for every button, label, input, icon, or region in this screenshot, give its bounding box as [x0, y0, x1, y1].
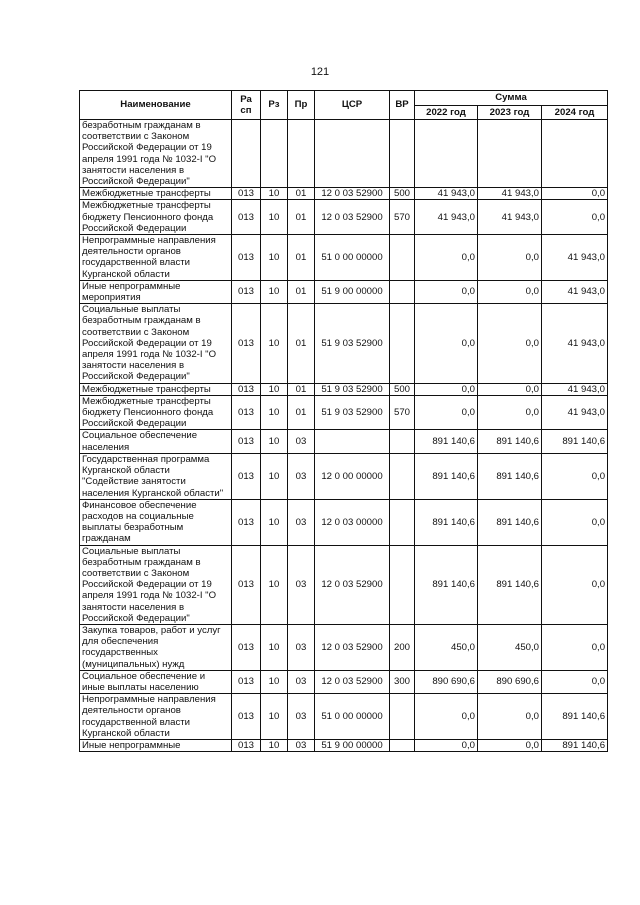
cell-name: Закупка товаров, работ и услуг для обеспечения государственных (муниципальных) нужд — [80, 624, 232, 670]
table-row — [80, 499, 608, 545]
cell-y2023: 891 140,6 — [478, 499, 542, 545]
cell-rasp: 013 — [232, 739, 261, 751]
cell-rasp: 013 — [232, 624, 261, 670]
cell-y2024: 891 140,6 — [542, 430, 608, 453]
cell-rasp: 013 — [232, 280, 261, 303]
table-row — [80, 739, 608, 751]
cell-vr: 500 — [390, 188, 415, 200]
header-2022: 2022 год — [415, 106, 478, 120]
header-csr: ЦСР — [315, 91, 390, 120]
cell-rasp: 013 — [232, 304, 261, 383]
cell-name: Иные непрограммные мероприятия — [80, 280, 232, 303]
cell-y2022: 0,0 — [415, 694, 478, 740]
cell-vr — [390, 430, 415, 453]
cell-pr: 03 — [288, 624, 315, 670]
cell-y2023: 0,0 — [478, 395, 542, 430]
cell-y2024: 0,0 — [542, 453, 608, 499]
cell-pr: 03 — [288, 545, 315, 624]
cell-rasp: 013 — [232, 499, 261, 545]
cell-y2022: 890 690,6 — [415, 670, 478, 693]
cell-rasp: 013 — [232, 200, 261, 235]
cell-rz: 10 — [261, 624, 288, 670]
cell-csr: 51 9 03 52900 — [315, 304, 390, 383]
cell-y2024: 891 140,6 — [542, 739, 608, 751]
cell-rasp — [232, 120, 261, 188]
cell-y2024: 0,0 — [542, 624, 608, 670]
table-row — [80, 120, 608, 188]
cell-rasp: 013 — [232, 670, 261, 693]
cell-vr — [390, 280, 415, 303]
cell-y2022: 450,0 — [415, 624, 478, 670]
cell-pr: 01 — [288, 383, 315, 395]
header-rz: Рз — [261, 91, 288, 120]
table-row — [80, 453, 608, 499]
cell-y2022: 0,0 — [415, 383, 478, 395]
cell-vr — [390, 545, 415, 624]
cell-y2024: 41 943,0 — [542, 280, 608, 303]
cell-rz: 10 — [261, 670, 288, 693]
cell-pr: 01 — [288, 280, 315, 303]
cell-y2022: 0,0 — [415, 235, 478, 281]
cell-rz: 10 — [261, 453, 288, 499]
cell-csr: 12 0 03 52900 — [315, 188, 390, 200]
cell-y2023: 41 943,0 — [478, 200, 542, 235]
cell-vr — [390, 453, 415, 499]
cell-pr: 01 — [288, 304, 315, 383]
cell-y2024: 891 140,6 — [542, 694, 608, 740]
cell-name: Социальное обеспечение и иные выплаты населению — [80, 670, 232, 693]
cell-vr — [390, 304, 415, 383]
table-row — [80, 395, 608, 430]
cell-rz: 10 — [261, 304, 288, 383]
cell-rasp: 013 — [232, 188, 261, 200]
cell-y2023: 890 690,6 — [478, 670, 542, 693]
cell-pr: 03 — [288, 430, 315, 453]
cell-vr: 570 — [390, 200, 415, 235]
cell-pr: 01 — [288, 200, 315, 235]
cell-y2023: 450,0 — [478, 624, 542, 670]
cell-rz: 10 — [261, 235, 288, 281]
cell-csr: 12 0 03 52900 — [315, 200, 390, 235]
cell-name: безработным гражданам в соответствии с Законом Российской Федерации от 19 апреля 1991 года № 1032-I "О занятости населения в Российской Федерации" — [80, 120, 232, 188]
cell-pr — [288, 120, 315, 188]
cell-name: Непрограммные направления деятельности органов государственной власти Курганской области — [80, 235, 232, 281]
cell-name: Социальные выплаты безработным гражданам в соответствии с Законом Российской Федерации от 19 апреля 1991 года № 1032-I "О занятости населения в Российской Федерации" — [80, 545, 232, 624]
cell-y2024: 0,0 — [542, 670, 608, 693]
cell-y2023: 0,0 — [478, 383, 542, 395]
cell-pr: 03 — [288, 694, 315, 740]
table-row — [80, 694, 608, 740]
cell-y2022: 0,0 — [415, 304, 478, 383]
cell-rz: 10 — [261, 694, 288, 740]
cell-y2023: 0,0 — [478, 694, 542, 740]
cell-pr: 03 — [288, 670, 315, 693]
cell-rz: 10 — [261, 430, 288, 453]
cell-rz: 10 — [261, 499, 288, 545]
table-row — [80, 430, 608, 453]
table-row — [80, 280, 608, 303]
cell-y2023: 891 140,6 — [478, 430, 542, 453]
cell-name: Иные непрограммные — [80, 739, 232, 751]
cell-pr: 03 — [288, 453, 315, 499]
cell-pr: 03 — [288, 499, 315, 545]
cell-vr — [390, 694, 415, 740]
header-rasp: Ра сп — [232, 91, 261, 120]
cell-y2024: 41 943,0 — [542, 235, 608, 281]
cell-rz: 10 — [261, 280, 288, 303]
cell-y2023: 891 140,6 — [478, 453, 542, 499]
cell-csr — [315, 120, 390, 188]
cell-pr: 01 — [288, 235, 315, 281]
cell-rasp: 013 — [232, 453, 261, 499]
cell-pr: 01 — [288, 188, 315, 200]
cell-vr: 500 — [390, 383, 415, 395]
cell-csr: 51 0 00 00000 — [315, 694, 390, 740]
cell-y2022: 0,0 — [415, 280, 478, 303]
budget-table — [79, 90, 608, 752]
cell-y2023: 41 943,0 — [478, 188, 542, 200]
cell-name: Социальное обеспечение населения — [80, 430, 232, 453]
cell-y2022: 891 140,6 — [415, 430, 478, 453]
cell-rasp: 013 — [232, 235, 261, 281]
cell-csr: 12 0 00 00000 — [315, 453, 390, 499]
cell-y2022: 891 140,6 — [415, 545, 478, 624]
cell-vr: 300 — [390, 670, 415, 693]
cell-csr: 51 0 00 00000 — [315, 235, 390, 281]
header-2024: 2024 год — [542, 106, 608, 120]
cell-y2024: 41 943,0 — [542, 395, 608, 430]
cell-csr — [315, 430, 390, 453]
cell-csr: 51 9 03 52900 — [315, 383, 390, 395]
cell-y2022: 891 140,6 — [415, 499, 478, 545]
cell-rz: 10 — [261, 188, 288, 200]
header-name: Наименование — [80, 91, 232, 120]
cell-name: Социальные выплаты безработным гражданам в соответствии с Законом Российской Федерации от 19 апреля 1991 года № 1032-I "О занятости населения в Российской Федерации" — [80, 304, 232, 383]
table-row — [80, 383, 608, 395]
cell-y2023 — [478, 120, 542, 188]
cell-name: Межбюджетные трансферты бюджету Пенсионного фонда Российской Федерации — [80, 395, 232, 430]
cell-rz — [261, 120, 288, 188]
cell-vr — [390, 235, 415, 281]
cell-y2023: 0,0 — [478, 280, 542, 303]
table-row — [80, 188, 608, 200]
cell-name: Финансовое обеспечение расходов на социальные выплаты безработным гражданам — [80, 499, 232, 545]
cell-y2024 — [542, 120, 608, 188]
cell-y2023: 0,0 — [478, 304, 542, 383]
cell-rasp: 013 — [232, 545, 261, 624]
table-row — [80, 670, 608, 693]
cell-rasp: 013 — [232, 694, 261, 740]
cell-y2024: 0,0 — [542, 200, 608, 235]
cell-rasp: 013 — [232, 383, 261, 395]
cell-csr: 51 9 00 00000 — [315, 739, 390, 751]
cell-y2022: 41 943,0 — [415, 188, 478, 200]
cell-rz: 10 — [261, 395, 288, 430]
table-row — [80, 200, 608, 235]
page-number: 121 — [310, 66, 330, 78]
cell-csr: 51 9 03 52900 — [315, 395, 390, 430]
cell-rz: 10 — [261, 739, 288, 751]
cell-vr — [390, 739, 415, 751]
cell-rasp: 013 — [232, 430, 261, 453]
cell-y2023: 891 140,6 — [478, 545, 542, 624]
cell-y2023: 0,0 — [478, 739, 542, 751]
cell-name: Межбюджетные трансферты бюджету Пенсионного фонда Российской Федерации — [80, 200, 232, 235]
cell-y2023: 0,0 — [478, 235, 542, 281]
cell-y2022: 891 140,6 — [415, 453, 478, 499]
cell-csr: 12 0 03 52900 — [315, 545, 390, 624]
cell-csr: 51 9 00 00000 — [315, 280, 390, 303]
cell-csr: 12 0 03 52900 — [315, 670, 390, 693]
table-row — [80, 624, 608, 670]
cell-y2024: 0,0 — [542, 188, 608, 200]
cell-rasp: 013 — [232, 395, 261, 430]
cell-vr: 570 — [390, 395, 415, 430]
cell-vr — [390, 499, 415, 545]
cell-rz: 10 — [261, 545, 288, 624]
cell-pr: 01 — [288, 395, 315, 430]
header-2023: 2023 год — [478, 106, 542, 120]
cell-rz: 10 — [261, 200, 288, 235]
table-row — [80, 235, 608, 281]
cell-y2022 — [415, 120, 478, 188]
cell-vr — [390, 120, 415, 188]
table-row — [80, 545, 608, 624]
cell-name: Государственная программа Курганской области "Содействие занятости населения Курганской области" — [80, 453, 232, 499]
cell-y2022: 0,0 — [415, 395, 478, 430]
cell-name: Межбюджетные трансферты — [80, 188, 232, 200]
cell-y2024: 41 943,0 — [542, 304, 608, 383]
cell-csr: 12 0 03 52900 — [315, 624, 390, 670]
cell-y2024: 0,0 — [542, 545, 608, 624]
cell-y2024: 41 943,0 — [542, 383, 608, 395]
cell-y2024: 0,0 — [542, 499, 608, 545]
cell-rz: 10 — [261, 383, 288, 395]
table-row — [80, 304, 608, 383]
cell-name: Непрограммные направления деятельности органов государственной власти Курганской области — [80, 694, 232, 740]
cell-pr: 03 — [288, 739, 315, 751]
header-sum: Сумма — [415, 91, 608, 106]
cell-vr: 200 — [390, 624, 415, 670]
header-vr: ВР — [390, 91, 415, 120]
cell-y2022: 0,0 — [415, 739, 478, 751]
cell-csr: 12 0 03 00000 — [315, 499, 390, 545]
cell-y2022: 41 943,0 — [415, 200, 478, 235]
cell-name: Межбюджетные трансферты — [80, 383, 232, 395]
header-pr: Пр — [288, 91, 315, 120]
